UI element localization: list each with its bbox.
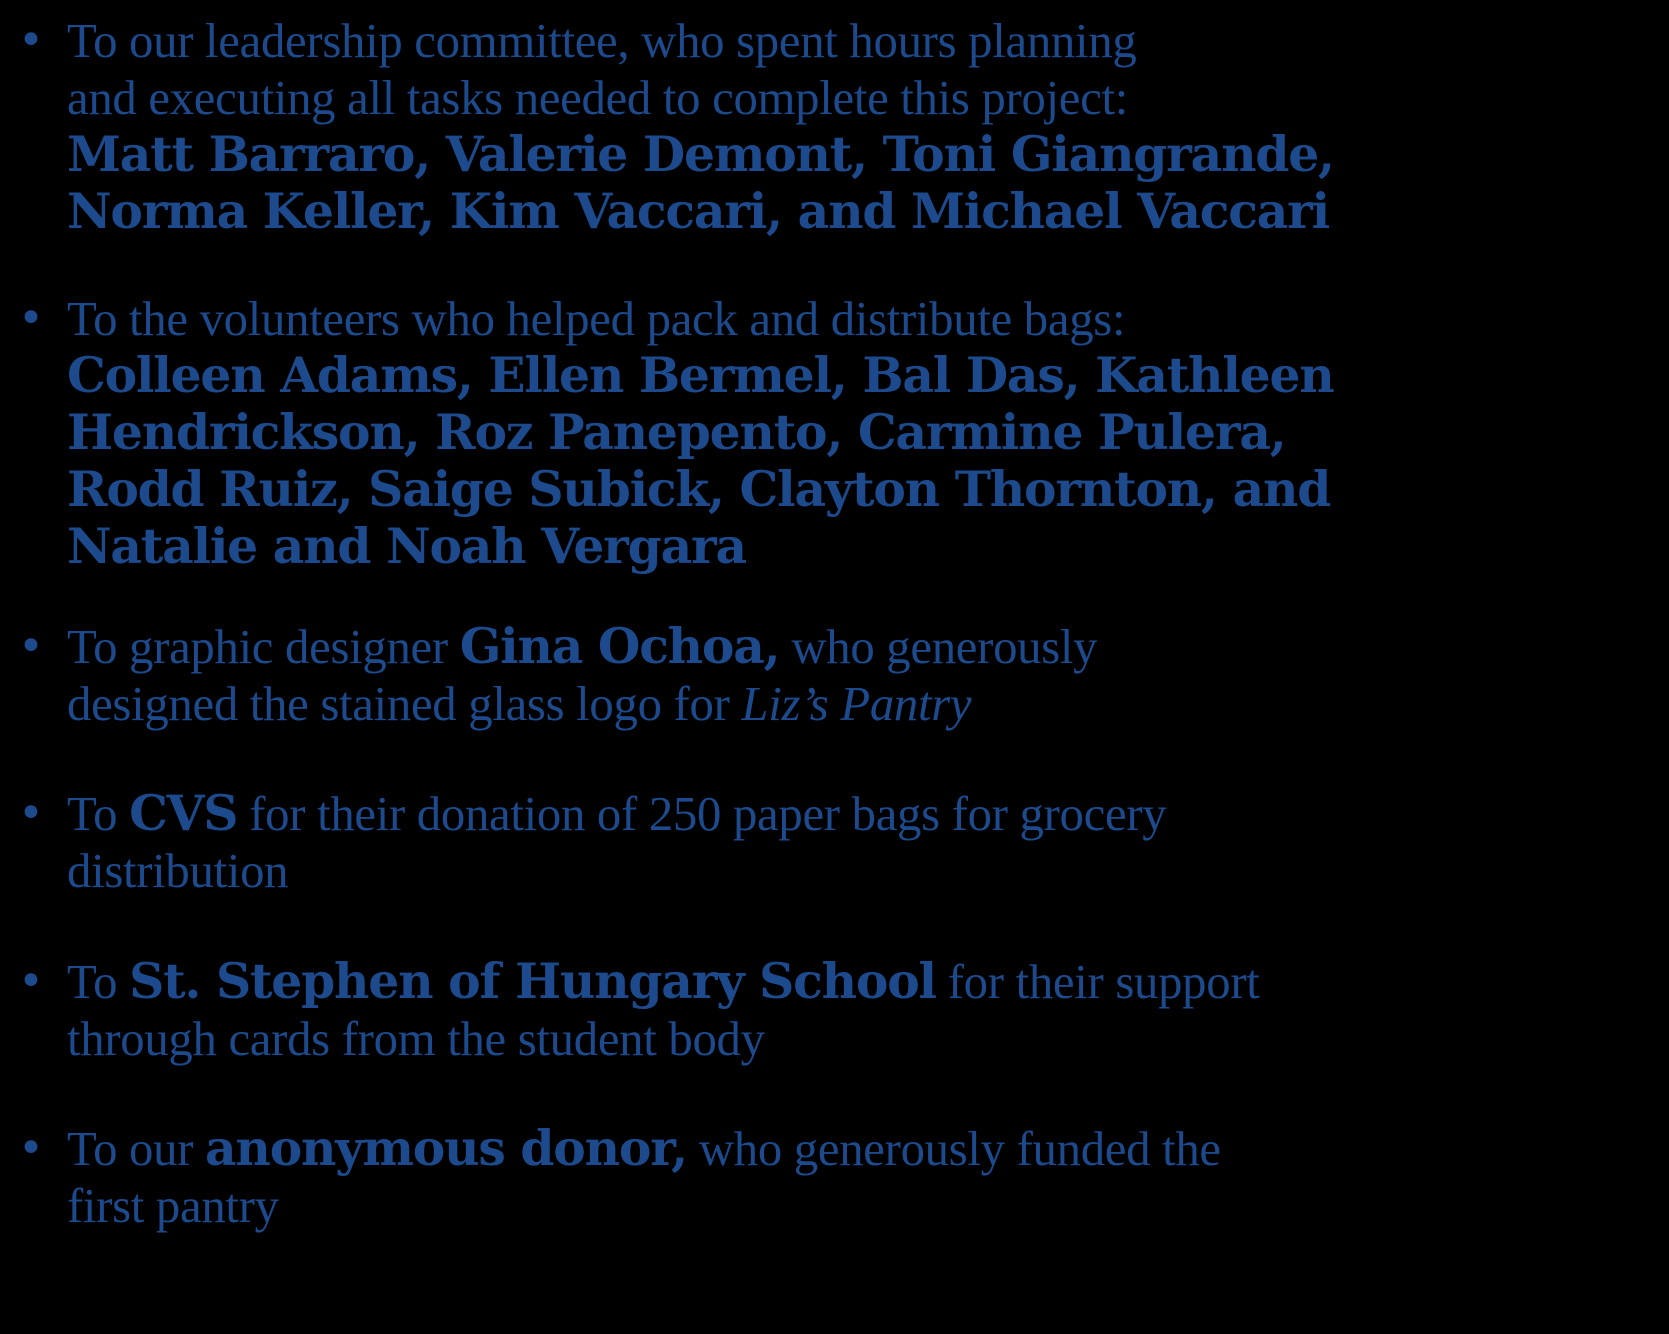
highlighted-name: Colleen Adams, Ellen Bermel, Bal Das, Kathleen (67, 346, 1334, 404)
highlighted-name: CVS (129, 784, 238, 842)
text-segment: To graphic designer (67, 619, 460, 674)
acknowledgement-item (0, 618, 1669, 732)
text-line (67, 675, 1659, 732)
text-segment: first pantry (67, 1178, 279, 1233)
acknowledgement-item (0, 290, 1669, 575)
acknowledgement-item (0, 1120, 1669, 1234)
text-segment: and executing all tasks needed to complete this project: (67, 70, 1128, 125)
acknowledgement-text (67, 618, 1667, 732)
italic-title: Liz’s Pantry (741, 676, 972, 731)
text-line (67, 1120, 1659, 1177)
text-line (67, 69, 1659, 126)
bullet-icon: • (18, 293, 44, 344)
acknowledgement-item (0, 953, 1669, 1067)
text-line (67, 1010, 1659, 1067)
text-segment: To (67, 786, 130, 841)
text-line (67, 518, 1659, 575)
bullet-icon: • (18, 621, 44, 672)
text-line (67, 290, 1659, 347)
text-segment: who generously funded the (686, 1121, 1221, 1176)
text-line (67, 842, 1659, 899)
highlighted-name: Gina Ochoa, (459, 617, 780, 675)
highlighted-name: St. Stephen of Hungary School (129, 952, 936, 1010)
text-segment: through cards from the student body (67, 1011, 765, 1066)
text-segment: To our leadership committee, who spent hours planning (67, 13, 1137, 68)
highlighted-name: Rodd Ruiz, Saige Subick, Clayton Thornton, and (67, 460, 1331, 518)
text-line (67, 953, 1659, 1010)
text-segment: distribution (67, 843, 289, 898)
highlighted-name: Matt Barraro, Valerie Demont, Toni Giangrande, (67, 125, 1334, 183)
highlighted-name: Norma Keller, Kim Vaccari, and Michael Vaccari (67, 182, 1329, 240)
acknowledgement-text (67, 12, 1667, 240)
text-segment: for their support (935, 954, 1260, 1009)
highlighted-name: anonymous donor, (205, 1119, 687, 1177)
text-line (67, 461, 1659, 518)
acknowledgement-item (0, 785, 1669, 899)
text-line (67, 347, 1659, 404)
bullet-icon: • (18, 788, 44, 839)
highlighted-name: Natalie and Noah Vergara (67, 517, 746, 575)
text-segment: who generously (779, 619, 1098, 674)
bullet-icon: • (18, 1123, 44, 1174)
acknowledgement-text (67, 785, 1667, 899)
acknowledgement-text (67, 1120, 1667, 1234)
text-line (67, 618, 1659, 675)
text-segment: To our (67, 1121, 206, 1176)
text-line (67, 126, 1659, 183)
text-segment: To the volunteers who helped pack and distribute bags: (67, 291, 1126, 346)
text-segment: To (67, 954, 130, 1009)
acknowledgement-text (67, 953, 1667, 1067)
text-line (67, 183, 1659, 240)
text-line (67, 404, 1659, 461)
text-segment: for their donation of 250 paper bags for grocery (237, 786, 1167, 841)
text-line (67, 1177, 1659, 1234)
bullet-icon: • (18, 956, 44, 1007)
acknowledgement-item (0, 12, 1669, 240)
acknowledgement-text (67, 290, 1667, 575)
highlighted-name: Hendrickson, Roz Panepento, Carmine Pulera, (67, 403, 1286, 461)
text-line (67, 12, 1659, 69)
text-segment: designed the stained glass logo for (67, 676, 742, 731)
bullet-icon: • (18, 15, 44, 66)
text-line (67, 785, 1659, 842)
